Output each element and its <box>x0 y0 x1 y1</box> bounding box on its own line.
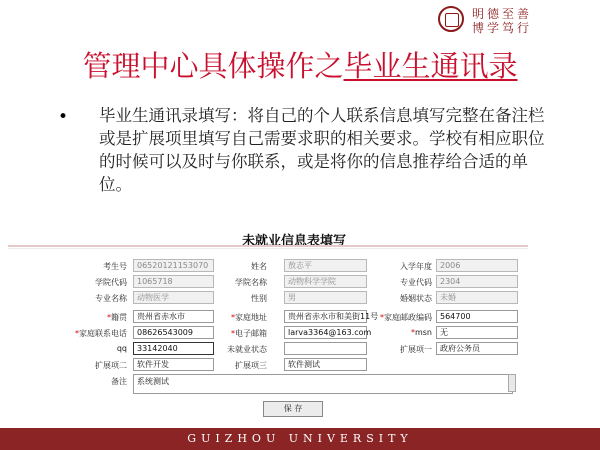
home-address-input[interactable]: 贵州省赤水市和美街11号 <box>284 310 367 323</box>
gender-label: 性别 <box>251 294 267 303</box>
student-no-input[interactable]: 06520121153070 <box>133 259 214 272</box>
required-mark: * <box>410 328 415 337</box>
college-code-label: 学院代码 <box>95 278 127 287</box>
hometown-label: *籍贯 <box>107 313 127 322</box>
ext2-input[interactable]: 软件开发 <box>133 358 214 371</box>
title-underlined: 毕业生通讯录 <box>343 49 518 83</box>
gender-input[interactable]: 男 <box>284 291 367 304</box>
form-divider <box>8 245 528 247</box>
ext1-input[interactable]: 政府公务员 <box>436 342 518 355</box>
required-mark: * <box>231 313 235 322</box>
unemployed-status-select[interactable] <box>284 342 367 355</box>
postcode-input[interactable]: 564700 <box>436 310 518 323</box>
required-mark: * <box>380 313 384 322</box>
description-paragraph: 毕业生通讯录填写：将自己的个人联系信息填写完整在备注栏或是扩展项里填写自己需要求职的相关要求。学校有相应职位的时候可以及时与你联系，或是将你的信息推荐给合适的单位。 <box>99 106 545 194</box>
form-title: 未就业信息表填写 <box>241 234 346 249</box>
msn-label: *msn <box>410 328 432 337</box>
remark-label: 备注 <box>111 377 127 386</box>
student-no-label: 考生号 <box>103 262 127 271</box>
qq-label: qq <box>116 344 127 353</box>
postcode-label: *家庭邮政编码 <box>380 313 432 322</box>
home-address-label: *家庭地址 <box>231 313 267 322</box>
major-code-input[interactable]: 2304 <box>436 275 518 288</box>
university-seal-icon <box>438 6 464 32</box>
major-name-input[interactable]: 动物医学 <box>133 291 214 304</box>
college-code-input[interactable]: 1065718 <box>133 275 214 288</box>
enroll-year-input[interactable]: 2006 <box>436 259 518 272</box>
university-logo <box>438 6 593 38</box>
email-input[interactable]: larva3364@163.com <box>284 326 367 339</box>
ext3-input[interactable]: 软件测试 <box>284 358 367 371</box>
ext3-label: 扩展项三 <box>235 361 267 370</box>
form-divider-shadow <box>8 248 528 249</box>
motto-line-1: 明德至善 <box>472 7 533 21</box>
enroll-year-label: 入学年度 <box>400 262 432 271</box>
ext1-label: 扩展项一 <box>400 345 432 354</box>
required-mark: * <box>107 313 111 322</box>
college-name-input[interactable]: 动物科学学院 <box>284 275 367 288</box>
home-phone-label: *家庭联系电话 <box>75 329 127 338</box>
required-mark: * <box>231 329 235 338</box>
msn-input[interactable]: 无 <box>436 326 518 339</box>
marital-label: 婚姻状态 <box>400 294 432 303</box>
footer-bar <box>0 428 600 450</box>
bullet-marker: • <box>58 107 69 127</box>
remark-scrollbar[interactable] <box>508 374 516 392</box>
major-code-label: 专业代码 <box>400 278 432 287</box>
college-name-label: 学院名称 <box>235 278 267 287</box>
slide-title <box>0 44 600 85</box>
hometown-input[interactable]: 贵州省赤水市 <box>133 310 214 323</box>
title-prefix: 管理中心具体操作之 <box>82 49 344 83</box>
unemployed-status-label: 未就业状态 <box>227 345 267 354</box>
save-button[interactable]: 保 存 <box>263 401 323 417</box>
ext2-label: 扩展项二 <box>95 361 127 370</box>
home-phone-input[interactable]: 08626543009 <box>133 326 214 339</box>
email-label: *电子邮箱 <box>231 329 267 338</box>
major-name-label: 专业名称 <box>95 294 127 303</box>
required-mark: * <box>75 329 79 338</box>
footer-text: GUIZHOU UNIVERSITY <box>187 432 413 445</box>
name-input[interactable]: 敖志平 <box>284 259 367 272</box>
marital-input[interactable]: 未婚 <box>436 291 518 304</box>
remark-textarea[interactable]: 系统测试 <box>133 374 513 394</box>
motto-line-2: 博学笃行 <box>472 21 533 35</box>
qq-input[interactable]: 33142040 <box>133 342 214 355</box>
name-label: 姓名 <box>251 262 267 271</box>
